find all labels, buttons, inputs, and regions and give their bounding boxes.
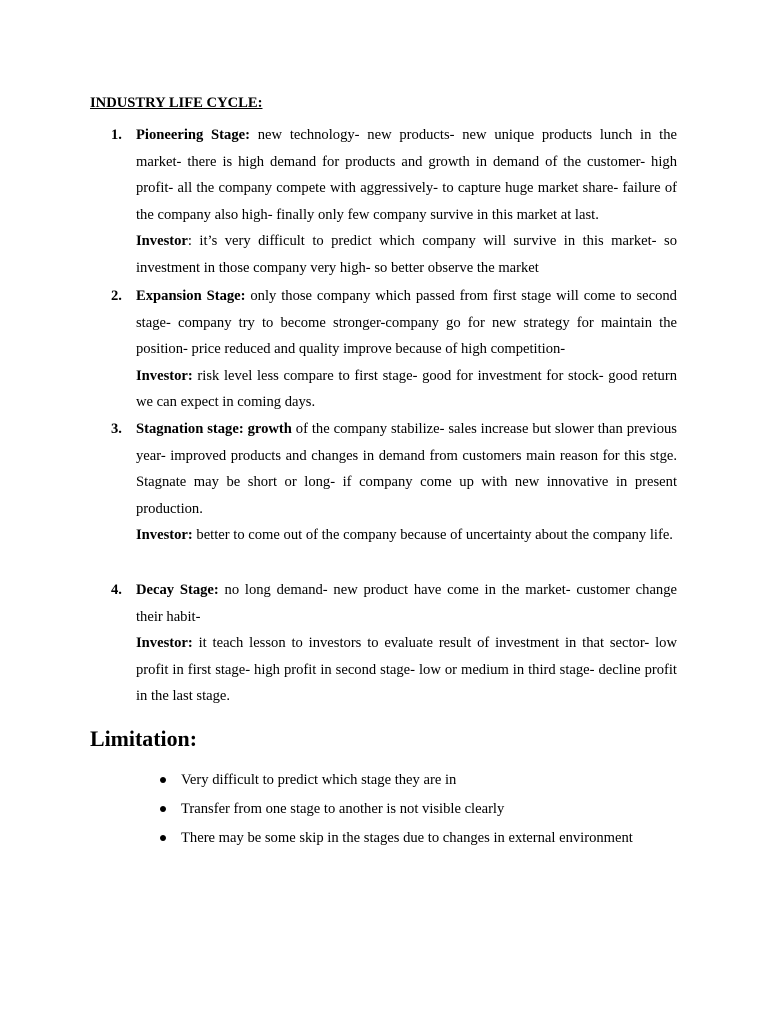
- stage-text: new technology- new products- new unique products lunch in the market- there is high demand for products and growth in demand of the customer- high profit- all the company compete with aggressively- to capture huge market share- failure of the company also high- finally only few company survive in this market at last.: [136, 127, 677, 223]
- stage-pioneering: [111, 122, 677, 282]
- stage-expansion: [111, 283, 677, 416]
- stage-stagnation: [111, 416, 677, 549]
- investor-note: [136, 630, 677, 710]
- investor-note: [136, 363, 677, 416]
- stage-description: [136, 122, 677, 228]
- limitation-text: There may be some skip in the stages due to changes in external environment: [181, 829, 633, 846]
- stage-text: no long demand- new product have come in the market- customer change their habit-: [136, 582, 677, 625]
- investor-label: Investor:: [136, 367, 193, 384]
- stage-description: [136, 283, 677, 363]
- stage-description: [136, 416, 677, 522]
- investor-note: [136, 228, 677, 281]
- investor-text: risk level less compare to first stage- good for investment for stock- good return we can expect in coming days.: [136, 367, 677, 411]
- bullet-icon: [160, 777, 166, 783]
- stage-heading: Stagnation stage: growth: [136, 421, 292, 437]
- limitation-text: Very difficult to predict which stage they are in: [181, 772, 457, 788]
- investor-text: it teach lesson to investors to evaluate result of investment in that sector- low profit in first stage- high profit in second stage- low or medium in third stage- decline profit in the last stage.: [136, 635, 677, 705]
- stage-number: 2.: [111, 288, 122, 304]
- limitation-heading: Limitation:: [90, 726, 198, 751]
- list-item: [160, 795, 633, 824]
- stage-heading: Expansion Stage:: [136, 288, 246, 304]
- investor-text: better to come out of the company because of uncertainty about the company life.: [192, 527, 673, 544]
- stage-heading: Pioneering Stage:: [136, 127, 250, 143]
- investor-note: [136, 522, 677, 549]
- document-title: INDUSTRY LIFE CYCLE:: [90, 95, 263, 111]
- investor-label: Investor:: [136, 635, 193, 652]
- stage-description: [136, 577, 677, 630]
- limitation-list: [160, 766, 633, 852]
- bullet-icon: [160, 806, 166, 812]
- limitation-text: Transfer from one stage to another is not visible clearly: [181, 800, 505, 817]
- bullet-icon: [160, 835, 166, 841]
- list-item: [160, 766, 633, 795]
- list-item: [160, 824, 633, 853]
- investor-label: Investor: [136, 233, 188, 250]
- stage-text: only those company which passed from first stage will come to second stage- company try to become stronger-company go for new strategy for maintain the position- price reduced and quality improve because of high competition-: [136, 288, 677, 358]
- stage-heading: Decay Stage:: [136, 582, 219, 598]
- stage-number: 4.: [111, 582, 122, 598]
- stage-number: 1.: [111, 127, 122, 143]
- stage-decay: [111, 577, 677, 710]
- investor-text: : it’s very difficult to predict which company will survive in this market- so investment in those company very high- so better observe the market: [136, 233, 677, 276]
- stage-number: 3.: [111, 421, 122, 437]
- stage-text: of the company stabilize- sales increase but slower than previous year- improved products and changes in demand from customers main reason for this stge. Stagnate may be short or long- if company come up with new innovative in present production.: [136, 421, 677, 517]
- investor-label: Investor:: [136, 527, 193, 544]
